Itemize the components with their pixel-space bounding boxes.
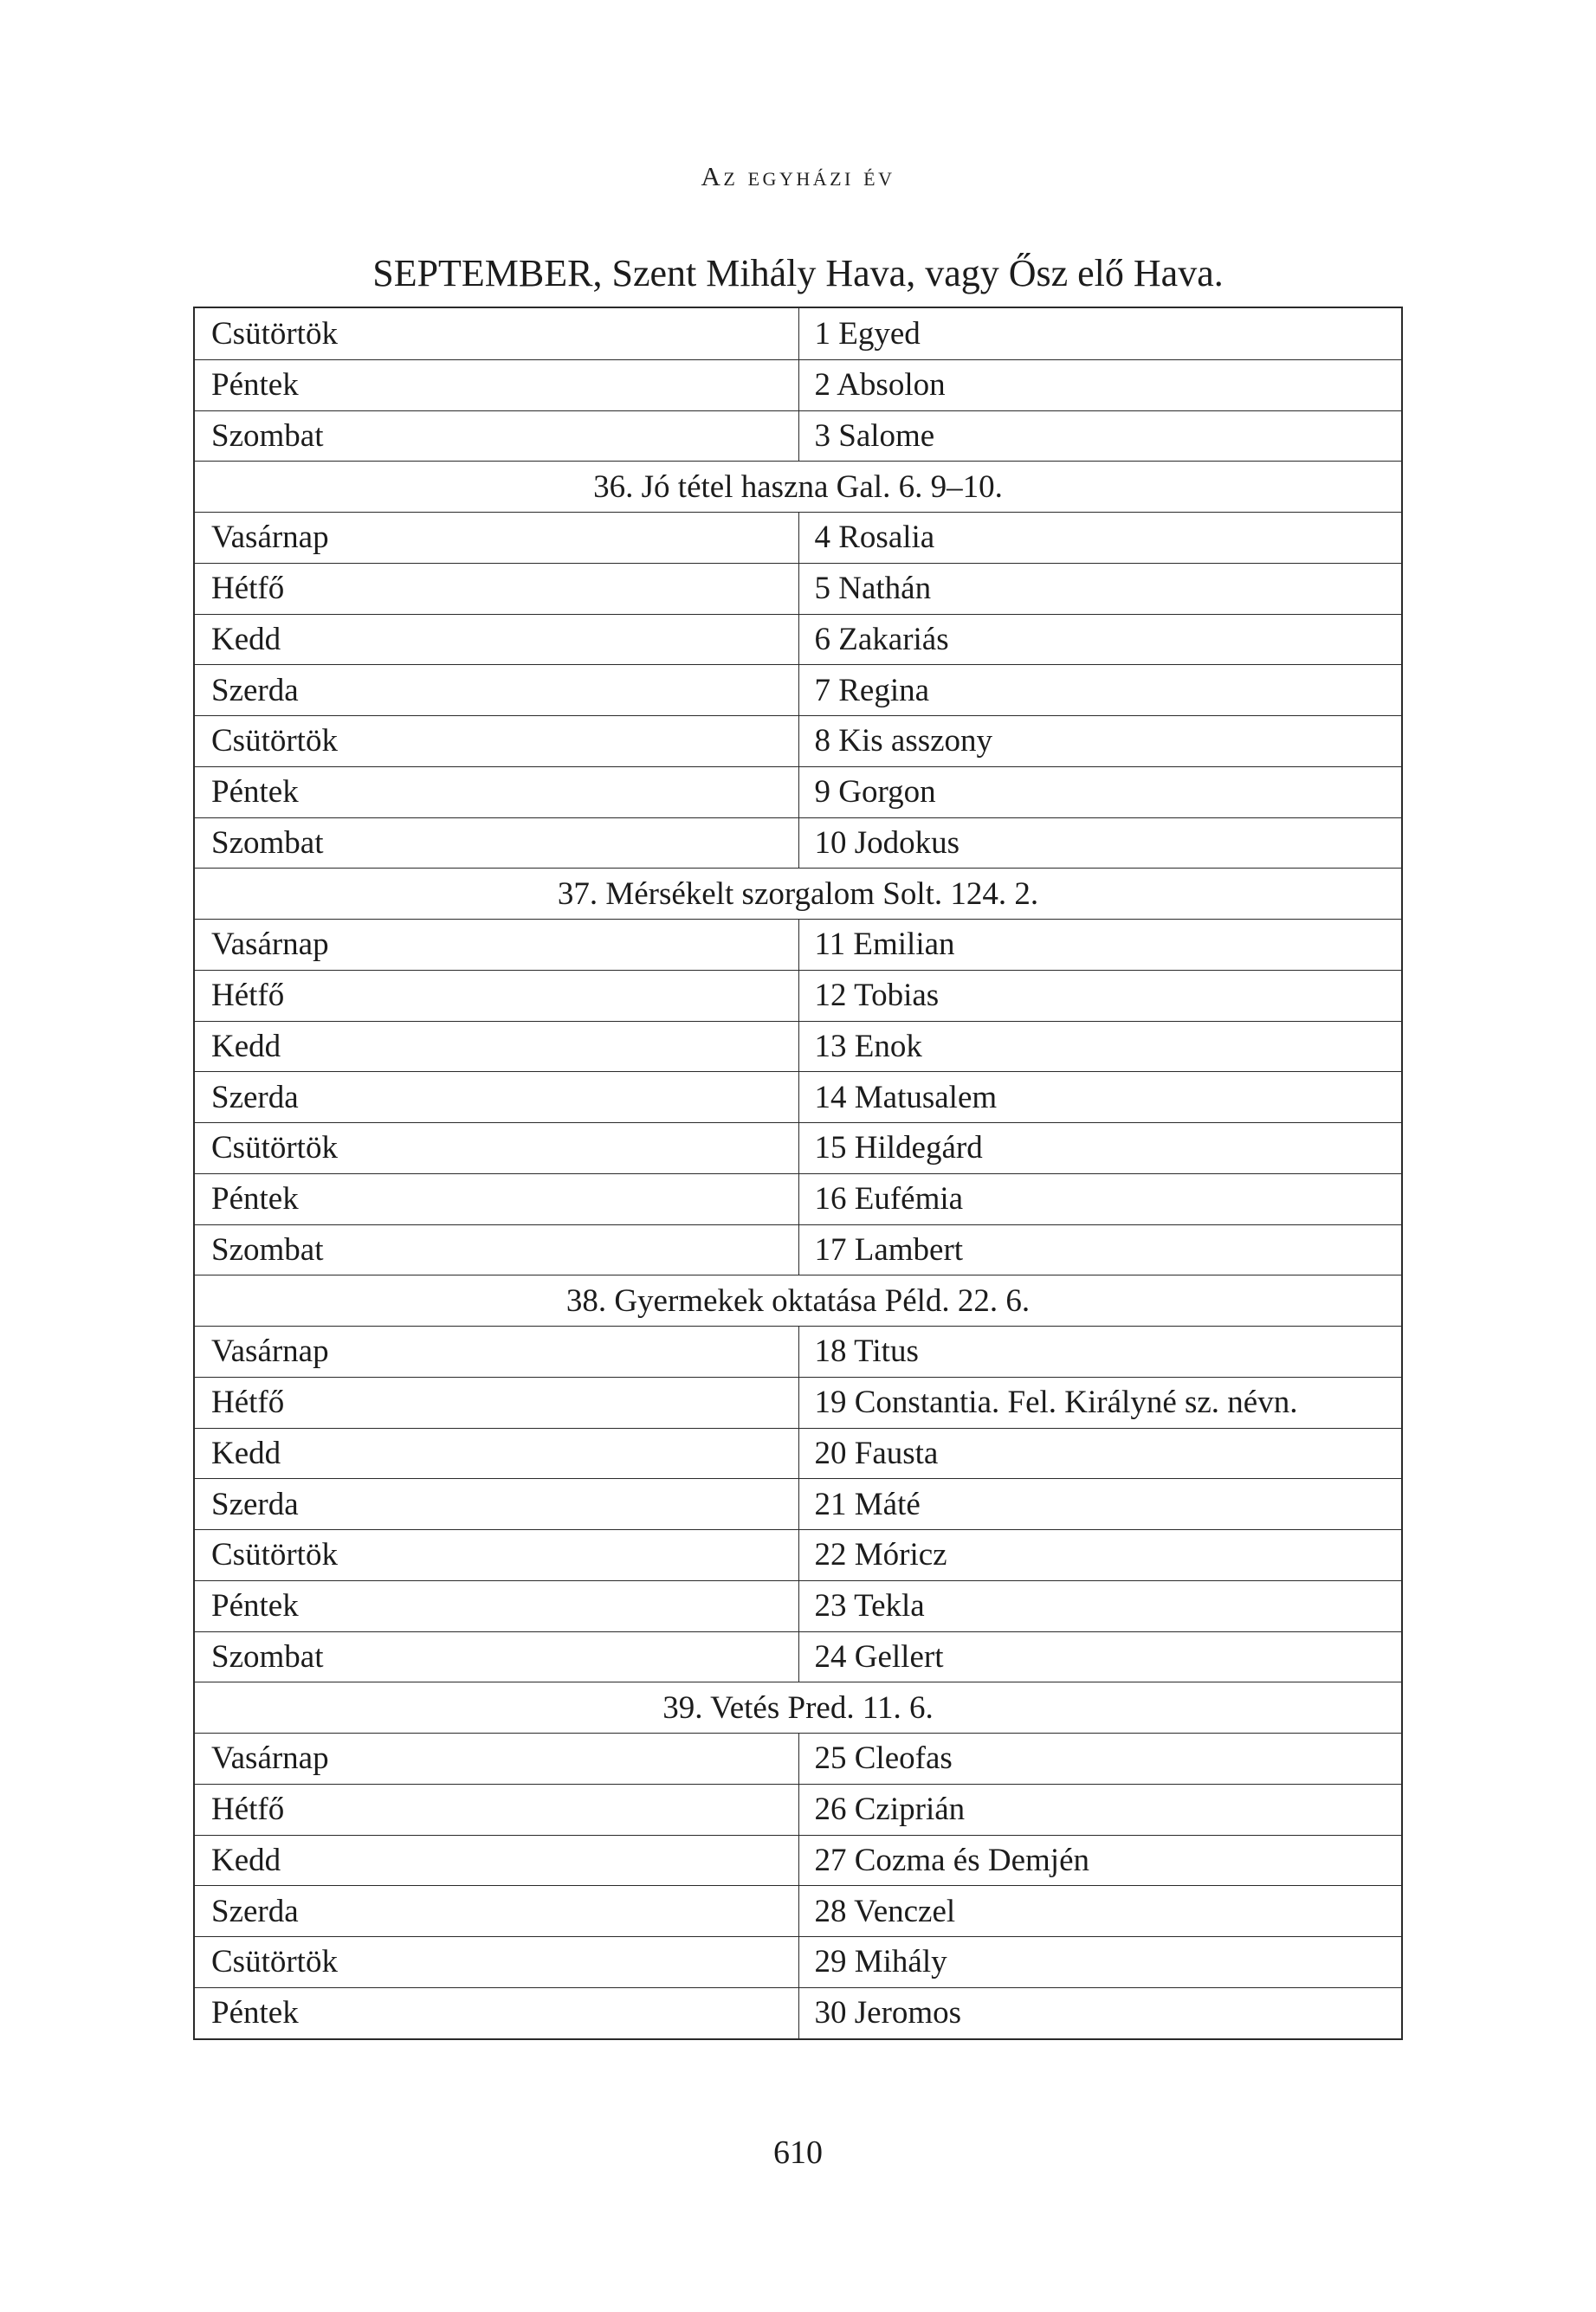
saint-day-cell: 30 Jeromos (798, 1988, 1402, 2038)
table-row (195, 1733, 1401, 1784)
week-header-row (195, 868, 1401, 919)
table-row (195, 1784, 1401, 1835)
saint-day-cell: 29 Mihály (798, 1937, 1402, 1987)
week-header-label: 39. Vetés Pred. 11. 6. (662, 1689, 934, 1726)
saint-day-cell: 20 Fausta (798, 1429, 1402, 1479)
table-row (195, 308, 1401, 359)
table-row (195, 1326, 1401, 1377)
week-header-row (195, 1275, 1401, 1326)
table-row (195, 1478, 1401, 1529)
weekday-cell: Szombat (211, 1231, 324, 1268)
table-row (195, 1377, 1401, 1428)
table-row (195, 1987, 1401, 2038)
saint-day-cell: 14 Matusalem (798, 1072, 1402, 1122)
page-number: 610 (773, 2134, 823, 2171)
saint-day-cell: 16 Eufémia (798, 1174, 1402, 1224)
saint-day-cell: 21 Máté (798, 1479, 1402, 1529)
table-row (195, 1021, 1401, 1072)
weekday-cell: Péntek (211, 367, 299, 404)
weekday-cell: Csütörtök (211, 1944, 338, 1980)
weekday-cell: Csütörtök (211, 1537, 338, 1573)
table-row (195, 664, 1401, 715)
saint-day-cell: 18 Titus (798, 1327, 1402, 1377)
weekday-cell: Péntek (211, 1588, 299, 1624)
weekday-cell: Vasárnap (211, 520, 329, 556)
weekday-cell: Péntek (211, 774, 299, 810)
saint-day-cell: 10 Jodokus (798, 818, 1402, 869)
weekday-cell: Kedd (211, 621, 281, 657)
table-row (195, 970, 1401, 1021)
table-row (195, 1122, 1401, 1173)
saint-day-cell: 12 Tobias (798, 971, 1402, 1021)
table-row (195, 614, 1401, 665)
saint-day-cell: 9 Gorgon (798, 767, 1402, 817)
page-title: SEPTEMBER, Szent Mihály Hava, vagy Ősz elő Hava. (372, 252, 1224, 294)
table-row (195, 1580, 1401, 1631)
saint-day-cell: 24 Gellert (798, 1632, 1402, 1682)
calendar-table (193, 307, 1403, 2040)
weekday-cell: Szombat (211, 417, 324, 454)
table-row (195, 410, 1401, 462)
weekday-cell: Hétfő (211, 571, 285, 607)
weekday-cell: Péntek (211, 1181, 299, 1217)
weekday-cell: Szerda (211, 672, 299, 708)
weekday-cell: Szerda (211, 1486, 299, 1522)
table-row (195, 1071, 1401, 1122)
saint-day-cell: 11 Emilian (798, 920, 1402, 970)
week-header-label: 38. Gyermekek oktatása Péld. 22. 6. (565, 1282, 1031, 1319)
weekday-cell: Hétfő (211, 1385, 285, 1421)
table-row (195, 512, 1401, 563)
weekday-cell: Kedd (211, 1028, 281, 1064)
week-header-row (195, 461, 1401, 512)
saint-day-cell: 17 Lambert (798, 1225, 1402, 1275)
table-row (195, 1936, 1401, 1987)
saint-day-cell: 22 Móricz (798, 1530, 1402, 1580)
table-row (195, 817, 1401, 869)
weekday-cell: Vasárnap (211, 1334, 329, 1370)
weekday-cell: Péntek (211, 1995, 299, 2031)
week-header-label: 37. Mérsékelt szorgalom Solt. 124. 2. (557, 875, 1039, 912)
weekday-cell: Hétfő (211, 978, 285, 1014)
weekday-cell: Kedd (211, 1842, 281, 1878)
weekday-cell: Hétfő (211, 1792, 285, 1828)
weekday-cell: Csütörtök (211, 315, 338, 352)
weekday-cell: Szombat (211, 824, 324, 861)
table-row (195, 359, 1401, 410)
week-header-label: 36. Jó tétel haszna Gal. 6. 9–10. (593, 468, 1003, 505)
weekday-cell: Csütörtök (211, 1130, 338, 1166)
weekday-cell: Szerda (211, 1079, 299, 1115)
table-row (195, 766, 1401, 817)
saint-day-cell: 26 Cziprián (798, 1785, 1402, 1835)
weekday-cell: Vasárnap (211, 927, 329, 963)
table-row (195, 1173, 1401, 1224)
saint-day-cell: 15 Hildegárd (798, 1123, 1402, 1173)
saint-day-cell: 25 Cleofas (798, 1734, 1402, 1784)
saint-day-cell: 2 Absolon (798, 360, 1402, 410)
saint-day-cell: 13 Enok (798, 1022, 1402, 1072)
saint-day-cell: 23 Tekla (798, 1581, 1402, 1631)
saint-day-cell: 6 Zakariás (798, 615, 1402, 665)
table-row (195, 715, 1401, 766)
weekday-cell: Kedd (211, 1435, 281, 1471)
saint-day-cell: 3 Salome (798, 411, 1402, 462)
saint-day-cell: 28 Venczel (798, 1886, 1402, 1936)
running-header: Az egyházi év (701, 161, 895, 191)
saint-day-cell: 1 Egyed (798, 308, 1402, 359)
weekday-cell: Vasárnap (211, 1740, 329, 1777)
table-row (195, 1885, 1401, 1936)
saint-day-cell: 7 Regina (798, 665, 1402, 715)
weekday-cell: Csütörtök (211, 723, 338, 759)
table-row (195, 1529, 1401, 1580)
table-row (195, 1835, 1401, 1886)
table-row (195, 1428, 1401, 1479)
table-row (195, 919, 1401, 970)
saint-day-cell: 8 Kis asszony (798, 716, 1402, 766)
table-row (195, 563, 1401, 614)
saint-day-cell: 27 Cozma és Demjén (798, 1836, 1402, 1886)
table-row (195, 1631, 1401, 1682)
table-row (195, 1224, 1401, 1275)
weekday-cell: Szerda (211, 1893, 299, 1929)
week-header-row (195, 1682, 1401, 1733)
weekday-cell: Szombat (211, 1638, 324, 1675)
saint-day-cell: 4 Rosalia (798, 513, 1402, 563)
saint-day-cell: 19 Constantia. Fel. Királyné sz. névn. (798, 1378, 1402, 1428)
saint-day-cell: 5 Nathán (798, 564, 1402, 614)
